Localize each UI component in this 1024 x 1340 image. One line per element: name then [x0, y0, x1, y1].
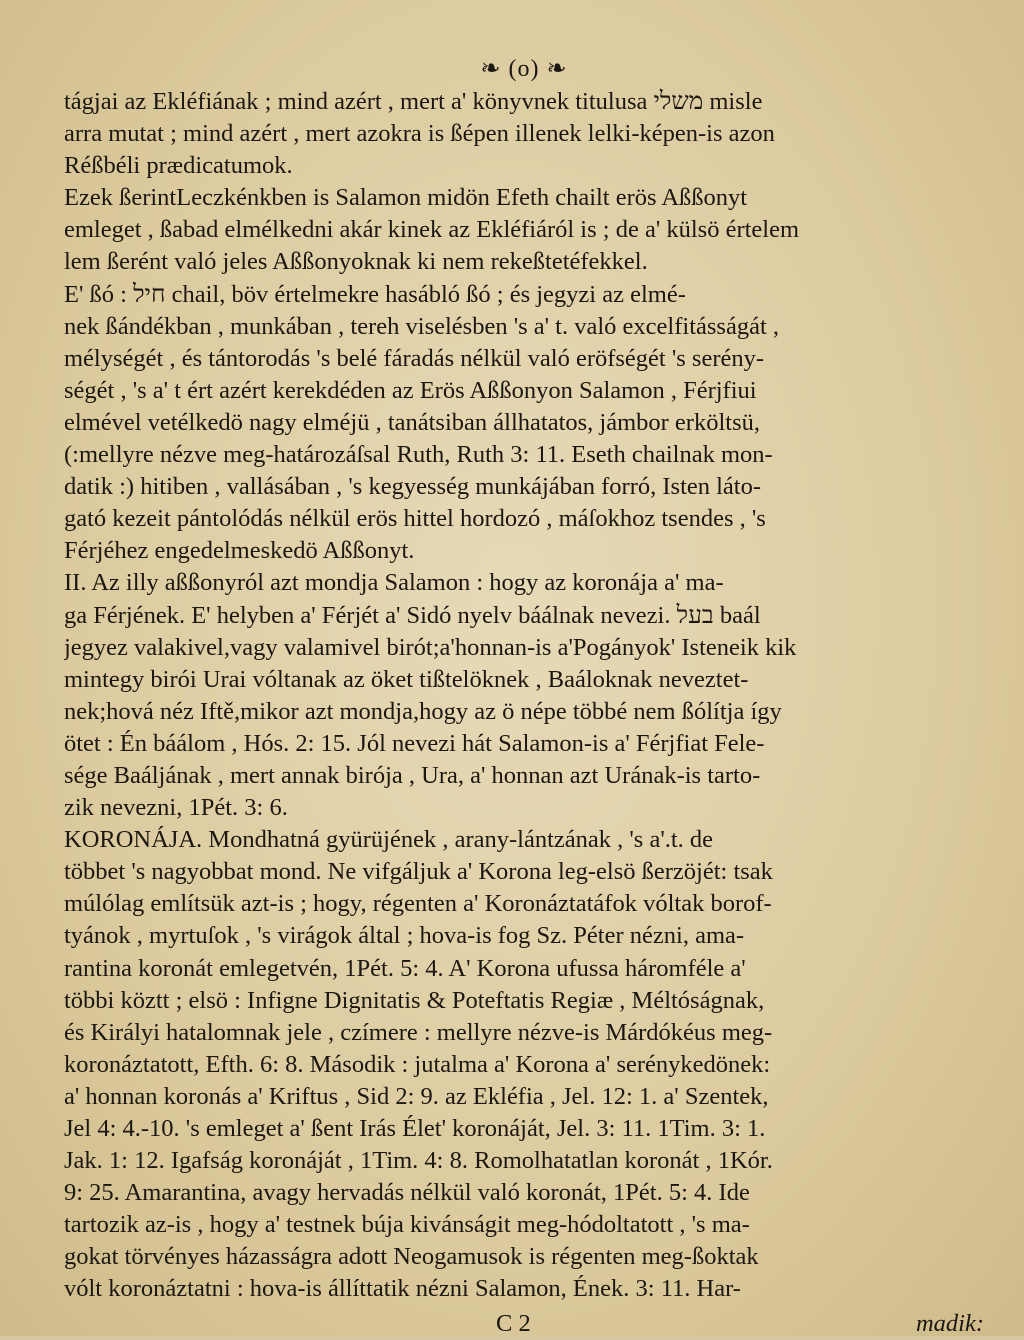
- text-line: gokat törvényes házasságra adott Neogamusok is régenten meg-ßoktak: [64, 1243, 759, 1271]
- text-line: 9: 25. Amarantina, avagy hervadás nélkül való koronát, 1Pét. 5: 4. Ide: [64, 1179, 750, 1207]
- text-line: II. Az illy aßßonyról azt mondja Salamon : hogy az koronája a' ma-: [64, 569, 724, 597]
- text-line: arra mutat ; mind azért , mert azokra is ßépen illenek lelki-képen-is azon: [64, 120, 775, 148]
- signature-mark: C 2: [496, 1309, 531, 1337]
- text-line: ga Férjének. E' helyben a' Férjét a' Sidó nyelv báálnak nevezi. בעל baál: [64, 601, 761, 629]
- text-line: jegyez valakivel,vagy valamivel birót;a'honnan-is a'Pogányok' Isteneik kik: [64, 633, 797, 661]
- text-line: KORONÁJA. Mondhatná gyürüjének , arany-lántzának , 's a'.t. de: [64, 826, 714, 854]
- text-line: Ezek ßerintLeczkénkben is Salamon midön Efeth chailt erös Aßßonyt: [64, 184, 748, 212]
- text-line: emleget , ßabad elmélkedni akár kinek az Ekléfiáról is ; de a' külsö értelem: [64, 216, 800, 244]
- text-line: elmével vetélkedö nagy elméjü , tanátsiban állhatatos, jámbor erköltsü,: [64, 408, 760, 436]
- catchword: madik:: [915, 1309, 984, 1337]
- text-line: lem ßerént való jeles Aßßonyoknak ki nem rekeßtetéfekkel.: [64, 248, 648, 276]
- text-line: Férjéhez engedelmeskedö Aßßonyt.: [64, 537, 415, 565]
- body-text: [64, 86, 984, 1306]
- text-line: E' ßó : חיל chail, böv értelmekre hasábló ßó ; és jegyzi az elmé-: [64, 280, 686, 308]
- text-line: és Királyi hatalomnak jele , czímere : mellyre nézve-is Márdókéus meg-: [64, 1018, 773, 1046]
- page-footer: [64, 1308, 984, 1340]
- text-line: vólt koronáztatni : hova-is állíttatik nézni Salamon, Ének. 3: 11. Har-: [64, 1275, 741, 1303]
- text-line: tyánok , myrtuſok , 's virágok által ; hova-is fog Sz. Péter nézni, ama-: [64, 922, 745, 950]
- text-line: tartozik az-is , hogy a' testnek búja kivánságit meg-hódoltatott , 's ma-: [64, 1211, 750, 1239]
- text-line: sége Baáljának , mert annak birója , Ura, a' honnan azt Urának-is tarto-: [64, 761, 761, 789]
- text-line: nek;hová néz Iftě,mikor azt mondja,hogy az ö népe többé nem ßólítja így: [64, 697, 782, 725]
- text-line: mintegy birói Urai vóltanak az öket tißtelöknek , Baáloknak neveztet-: [64, 665, 749, 693]
- text-line: datik :) hitiben , vallásában , 's kegyesség munkájában forró, Isten láto-: [64, 473, 762, 501]
- text-line: nek ßándékban , munkában , tereh viselésben 's a' t. való excelfitásságát ,: [64, 312, 779, 340]
- text-line: a' honnan koronás a' Kriftus , Sid 2: 9. az Ekléfia , Jel. 12: 1. a' Szentek,: [64, 1082, 769, 1110]
- text-line: rantina koronát emlegetvén, 1Pét. 5: 4. A' Korona ufussa háromféle a': [64, 954, 746, 982]
- text-line: ötet : Én báálom , Hós. 2: 15. Jól nevezi hát Salamon-is a' Férjfiat Fele-: [64, 729, 765, 757]
- text-line: Jel 4: 4.-10. 's emleget a' ßent Irás Élet' koronáját, Jel. 3: 11. 1Tim. 3: 1.: [64, 1115, 766, 1142]
- text-line: Jak. 1: 12. Igafság koronáját , 1Tim. 4: 8. Romolhatatlan koronát , 1Kór.: [64, 1147, 773, 1175]
- text-line: mélységét , és tántorodás 's belé fáradás nélkül való eröfségét 's serény-: [64, 344, 765, 372]
- page-header-ornament: ❧ (o) ❧: [480, 56, 568, 82]
- text-line: (:mellyre nézve meg-határozáſsal Ruth, Ruth 3: 11. Eseth chailnak mon-: [64, 441, 773, 469]
- text-line: gató kezeit pántolódás nélkül erös hittel hordozó , máſokhoz tsendes , 's: [64, 505, 766, 533]
- text-line: koronáztatott, Efth. 6: 8. Második : jutalma a' Korona a' serénykedönek:: [64, 1050, 771, 1078]
- text-line: Réßbéli prædicatumok.: [64, 152, 293, 180]
- text-line: tágjai az Ekléfiának ; mind azért , mert a' könyvnek titulusa משלי misle: [64, 88, 763, 115]
- text-line: múlólag említsük azt-is ; hogy, régenten a' Koronáztatáfok vóltak borof-: [64, 890, 772, 918]
- text-line: többi köztt ; elsö : Infigne Dignitatis & Poteftatis Regiæ , Méltóságnak,: [64, 986, 765, 1014]
- text-line: ségét , 's a' t ért azért kerekdéden az Erös Aßßonyon Salamon , Férjfiui: [64, 376, 757, 404]
- text-line: zik nevezni, 1Pét. 3: 6.: [64, 794, 288, 822]
- text-line: többet 's nagyobbat mond. Ne vifgáljuk a' Korona leg-elsö ßerzöjét: tsak: [64, 858, 773, 886]
